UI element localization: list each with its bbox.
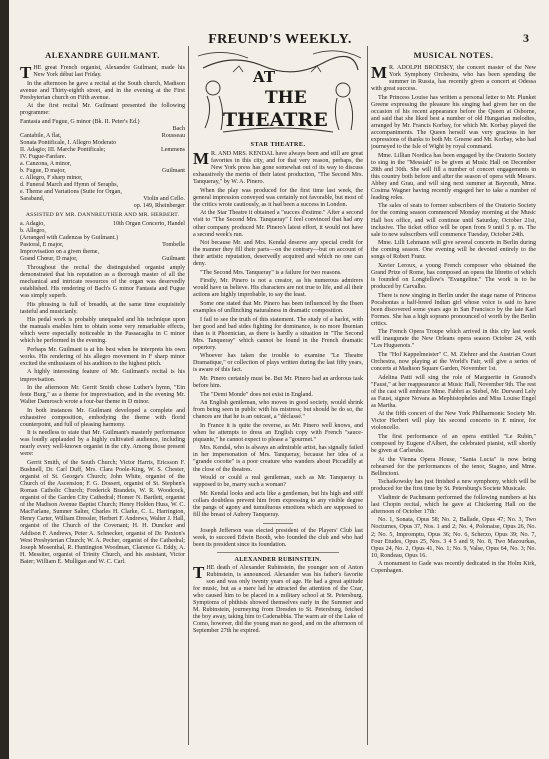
column-theatre: [193, 48, 363, 745]
article-paragraph: Mr. Pinero certainly must be. But Mr. Pinero had an ardorous task before him.: [193, 375, 363, 389]
theatre-intro: [193, 151, 363, 186]
section-heading-musical-notes: MUSICAL NOTES.: [413, 50, 494, 60]
programme-item: [20, 168, 185, 175]
logo-line-1: AT: [253, 68, 275, 86]
notes-body: [371, 95, 536, 576]
article-paragraph: In France it is quite the reverse, as Mr. Pinero well knows, and when he attempts to dress an English copy with French "sauce-piquante," he cannot expect to please a "gourmet.": [193, 422, 363, 443]
article-paragraph: Mr. Kendal looks and acts like a gentleman, but his high and stiff collars doubtless prevent him from expressing to any visible degree the pangs of agony and tumultuous emotions which are supposed to fill the breast of Aubrey Tanqueray.: [193, 490, 363, 518]
section-heading-rubinstein: ALEXANDER RUBINSTEIN.: [234, 555, 322, 563]
article-paragraph: His pedal work is probably unequaled and his technique upon the manuals enables him to obtain some very remarkable effects, which were especially noticeable in the Passacaglia in C minor which he performed in the evening.: [20, 317, 185, 345]
article-paragraph: Perhaps Mr. Guilmant is at his best when he interprets his own works. His rendering of his allegro movement in F sharp minor excited the enthusiasm of his auditors to the highest pitch.: [20, 346, 185, 367]
programme-composer: [182, 235, 185, 242]
programme-item: [20, 249, 185, 256]
intro-text: HE death of Alexander Rubinstein, the younger son of Anton Rubinstein, is announced. Alexander was his father's favorite son and was only twenty years of age. He had a great aptitude for music, but as a mere lad he attracted the attention of the Czar, who caused him to be placed in a military school at St. Petersburg. Symptoms of phthisis showed themselves early in the Summer and M. Rubinstein, journeying from Dresden to St. Petersburg, fetched the boy away, taking him to Cadenabbia. The warm air of the Lake of Como, however, did the young man no good, and on the afternoon of September 27th he expired.: [193, 565, 363, 635]
article-paragraph: A monument to Gade was recently dedicated in the Holm Kirk, Copenhagen.: [371, 561, 536, 575]
article-paragraph: Mme. Lillian Nordica has been engaged by the Oratorio Society to sing in the "Messiah" to be given at Music Hall on December 28th and 30th. She will fill a number of concert engagements in this country both before and after the season of opera with Messrs. Abbey and Grau, and will sing next summer at Bayreuth, Mme. Cosima Wagner having recently engaged her to take a number of leading roles.: [371, 152, 536, 201]
article-paragraph: The French Opera Troupe which arrived in this city last week will inaugurate the New Orleans opera season October 24, with "Les Huguenots.": [371, 329, 536, 350]
article-paragraph: Xavier Leroux, a young French composer who obtained the Grand Prize of Rome, has composed an opera the libretto of which is founded on Longfellow's "Evangeline." The work is to be produced by Carvalho.: [371, 262, 536, 290]
article-paragraph: Would or could a real gentleman, such as Mr. Tanqueray is supposed to be, marry such a woman?: [193, 475, 363, 489]
programme-item: [20, 133, 185, 140]
at-the-theatre-illustration: [193, 48, 363, 138]
column-rule-right: [367, 46, 368, 745]
programme-composer: op. 149, Rheinberger: [133, 203, 185, 210]
programme-item: [20, 228, 185, 235]
page-number: 3: [523, 31, 529, 45]
programme-item: [20, 256, 185, 263]
programme-piece: d. Funeral March and Hymn of Seraphs,: [20, 182, 119, 189]
article-paragraph: An English gentleman, who moves in good society, would shrink from being seen in public with his mistress; but should he do so, the chances are that he is an outcast, a "déclassé.": [193, 400, 363, 421]
programme-piece: Improvisation on a given theme,: [20, 248, 100, 255]
programme-composer: [182, 182, 185, 189]
programme-composer: [182, 249, 185, 256]
section-heading-guilmant: ALEXANDRE GUILMANT.: [45, 50, 160, 60]
theatre-body: [193, 188, 363, 519]
assisted-by-line: ASSISTED BY MR. DANNREUTHER AND MR. HERBERT.: [25, 212, 180, 219]
programme-composer: 10th Organ Concerto, Handel: [113, 220, 185, 227]
programme-composer: [182, 161, 185, 168]
programme-composer: [182, 175, 185, 182]
programme-piece: Saraband,: [20, 196, 45, 203]
article-paragraph: The first performance of an opera entitled "Le Rubin," composed by Eugene d'Albert, the celebrated pianist, will shortly be given at Carlsruhe.: [371, 433, 536, 454]
article-paragraph: Tschaikowsky has just finished a new symphony, which will be produced for the first time by St. Petersburg's Societe Musicale.: [371, 479, 536, 493]
programme-piece: b. Fugue, D major,: [20, 168, 66, 175]
programme-piece: a. Adagio,: [20, 220, 45, 227]
column-musical-notes: [371, 48, 536, 745]
article-paragraph: The "Demi Monde" does not exist in England.: [200, 391, 313, 398]
programme-composer: Violin and Cello.: [143, 196, 185, 203]
programme-item: [20, 203, 185, 210]
intro-text: R. AND MRS. KENDAL have always been and still are great favorites in this city, and for that very reason, perhaps, the New York press has gone somewhat out of its way to discuss exhaustively the merits of their latest production, "The Second Mrs. Tanqueray," by W. A. Pinero.: [193, 151, 363, 186]
programme-list-second: [20, 221, 185, 263]
article-paragraph: Not because Mr. and Mrs. Kendal deserve any special credit for the manner they fill their parts—on the contrary—but on account of their artistic reputation, deservedly acquired and which no one can deny.: [193, 240, 363, 268]
article-paragraph: Throughout the recital the distinguished organist amply demonstrated that his reputation as a thorough master of all the mechanical and intricate resources of the organ was deservedly established. His rendering of Bach's G minor Fantasia and Fugue was simply superb.: [20, 264, 185, 299]
programme-item: [20, 221, 185, 228]
article-paragraph: Some one stated that Mr. Pinero has been influenced by the Ibsen examples of unflinching naturalness in dramatic composition.: [193, 300, 363, 315]
programme-item: [20, 189, 185, 196]
article-paragraph: At the first recital Mr. Guilmant presented the following programme:: [20, 103, 185, 117]
article-paragraph: A highly interesting feature of Mr. Guilmant's recital is his improvisation.: [20, 369, 185, 383]
article-paragraph: The "Hof Kappelmeister" C. M. Ziehrer and the Austrian Court Orchestra, now playing at the World's Fair, will give a series of concerts at Madison Square Garden, November 1st.: [371, 351, 536, 372]
drop-cap: T: [193, 563, 205, 583]
page-binding-edge: [0, 0, 9, 759]
intro-text: HE great French organist, Alexandre Guilmant, made his New York début last Friday.: [33, 65, 185, 79]
programme-composer: [182, 189, 185, 196]
programme-piece: c. Allegro, F sharp minor,: [20, 175, 83, 182]
programme-piece: II. Adagio; III. Marche Pontificale;: [20, 147, 106, 154]
article-paragraph: In the afternoon he gave a recital at the South church, Madison avenue and Thirty-eighth street, and in the evening at the First Presbyterian church on Fifth avenue.: [20, 80, 185, 101]
rubinstein-article: [193, 565, 363, 635]
programme-piece: Grand Chœur, D major,: [20, 255, 78, 262]
article-paragraph: I fail to see the truth of this statement. The study of a harlot, with her good and bad sides fighting for dominance, is no more Ibsenian than is it Phoenician, as there is hardly a situation in "The Second Mrs. Tanqueray" which cannot be found in the French dramatic repertory.: [193, 316, 363, 351]
programme-composer: Tombelle: [162, 241, 185, 248]
programme-composer: [182, 228, 185, 235]
article-paragraph: It is needless to state that Mr. Guilmant's masterly performance was loudly applauded by a highly cultivated audience, including nearly every well-known organist in the city. Among those present were:: [20, 430, 185, 458]
article-paragraph: At the Vienna Opera House, "Santa Lucia" is now being rehearsed for the performances of the tenor, Stagno, and Mme. Bellincioni.: [371, 456, 536, 477]
programme-item: [20, 235, 185, 242]
programme-composer: Guilmant: [161, 168, 185, 175]
intro-text: R. ADOLPH BRODSKY, the concert master of the New York Symphony Orchestra, who has been spending the summer in Russia, has recently given a concert at Odessa with great success.: [371, 65, 536, 93]
drop-cap: T: [20, 63, 32, 83]
article-paragraph: Adelina Patti will sing the role of Marguerite in Gounod's "Faust," at her reappearance at Music Hall, November 9th. The rest of the cast will embrace Mme. Fabbri as Siebel, Mr. Durward Lely as Faust, signor Novara as Mephistopheles and Miss Louise Engel as Martha.: [371, 374, 536, 409]
programme-piece: (Arranged with Cadenzas by Guilmant.): [20, 234, 118, 241]
programme-composer: Rousseau: [161, 132, 185, 139]
programme-composer: [182, 154, 185, 161]
programme-piece: IV. Fugue-Fanfare.: [20, 154, 67, 161]
masthead-title: FREUND'S WEEKLY.: [208, 32, 352, 47]
programme-composer: [182, 140, 185, 147]
article-paragraph: Mme. Lilli Lehmann will give several concerts in Berlin during the coming season. One evening will be devoted entirely to the songs of Robert Franz.: [371, 240, 536, 261]
column-guilmant: [20, 48, 185, 745]
column-rule-left: [188, 46, 189, 745]
article-paragraph: The sales of seats to former subscribers of the Oratorio Society for the coming season commenced Monday morning at the Music Hall box office, and will continue until Saturday, October 21st, inclusive. The ticket office will be open from 9 until 5 p. m. The sale to new subscribers will commence Tuesday, October 24th.: [371, 203, 536, 238]
article-paragraph: In the afternoon Mr. Gerrit Smith chose Luther's hymn, "Ein feste Burg," as a theme for improvisation, and in the evening Mr. Walter Damrosch wrote a four-bar theme in D minor.: [20, 385, 185, 406]
article-paragraph: "The Second Mrs. Tanqueray" is a failure for two reasons.: [200, 269, 342, 276]
programme-item: [20, 154, 185, 161]
programme-piece: b. Allegro,: [20, 227, 46, 234]
programme-piece: Pastoral, E major,: [20, 241, 64, 248]
programme-item: [20, 196, 185, 203]
programme-piece: Cantabile, A flat,: [20, 132, 62, 139]
article-paragraph: In both instances Mr. Guilmant developed a complete and exhaustive composition, embodying the theme with florid counterpoint, and full of pleasing harmony.: [20, 407, 185, 428]
programme-piece: e. Theme and Variations (Suite for Organ,: [20, 189, 122, 196]
logo-line-2: THE: [265, 88, 307, 108]
programme-item: [20, 126, 185, 133]
article-paragraph: The Princess Louise has written a personal letter to Mr. Plunket Greene expressing the pleasure his singing had given her on the occasion of his recent appearance before the Queen at Osborne, and said that she liked best a number of old Hungarian melodies, arranged by Mr. Francis Korbay, for which Mr. Korbay played the accompaniments. The Queen herself was very gracious in her expressions of thanks to both Mr. Greene and Mr. Korbay, who had journeyed to the Isle of Wight by royal command.: [371, 94, 536, 151]
programme-composer: Guilmant: [161, 255, 185, 262]
jefferson-note: Joseph Jefferson was elected president of the Players' Club last week, to succeed Edwin Booth, who founded the club and who had been its president since its foundation.: [193, 527, 363, 548]
article-paragraph: No. 1, Sonata, Opus 58; No. 2, Ballade, Opus 47; No. 3, Two Nocturnes, Opus 37, Nos. 1 and 2; No. 4, Polonaise, Opus 26, No. 2; No. 5, Impromptu, Opus 36; No. 6, Scherzo, Opus 39; No. 7, Four Etudes, Opus 25, Nos. 3 4 5 and 9; No. 8, Two Mazourkas, Opus 24, No. 2, Opus 41, No. 1; No. 9, Valse, Opus 64, No. 3; No. 10, Rondeau, Opus 16.: [371, 517, 536, 559]
programme-composer: Lemmens: [160, 147, 185, 154]
programme-list: [20, 119, 185, 211]
programme-piece: a. Canzona, A minor,: [20, 161, 72, 168]
programme-composer: [182, 119, 185, 126]
divider: [217, 552, 339, 553]
programme-item: [20, 161, 185, 168]
article-paragraph: His phrasing is full of breadth, at the same time exquisitely tasteful and musicianly.: [20, 301, 185, 315]
article-paragraph: Whoever has taken the trouble to examine "Le Theatre Dramatique," or collection of plays written during the last fifty years, is aware of this fact.: [193, 353, 363, 374]
drop-cap: M: [193, 149, 210, 169]
article-paragraph: At the fifth concert of the New York Philharmonic Society Mr. Victor Herbert will play his second concerto in E minor, for violoncello.: [371, 411, 536, 432]
article-paragraph: Mrs. Kendal, who is always an admirable artist, has signally failed in her impersonation of Mrs. Tanqueray, because her idea of a "grande cocotte" is a poor creature who wanders about Piccadilly at the close of the theatres.: [193, 445, 363, 473]
article-paragraph: Firstly, Mr. Pinero is not a creator, as his numerous admirers would have us believe. His characters are not true to life, and all their actions are highly improbable, to say the least.: [193, 278, 363, 299]
programme-piece: Sonata Pontificale, I. Allegro Moderato: [20, 140, 117, 147]
programme-item: [20, 140, 185, 147]
logo-line-3: THEATRE: [223, 109, 328, 131]
article-paragraph: When the play was produced for the first time last week, the general impression conveyed was certainly not favorable, but most of the critics wrote cautiously, as it had been a success in London.: [193, 187, 363, 208]
notes-intro: [371, 65, 536, 93]
article-paragraph: At the Star Theatre it obtained a "succes d'estime." After a second visit to "The Second Mrs. Tanqueray" I feel convinced that had any other company produced Mr. Pinero's latest effort, it would not have a second week's run.: [193, 210, 363, 238]
programme-item: [20, 119, 185, 126]
guilmant-body: [20, 265, 185, 566]
guilmant-intro: [20, 63, 185, 83]
article-paragraph: Vladimir de Pachmann performed the following numbers at his last Chopin recital, which he gave at Chickering Hall on the afternoon of October 17th:: [371, 494, 536, 515]
article-paragraph: Gerrit Smith, of the South Church; Victor Harris, Ericsson F. Bushnell, Dr. Carl Duff, Mrs. Clara Poole-King, W. S. Chester, organist of St. George's Church; John White, organist of the Church of the Ascension; F. G. Dossert, organist of St. Stephen's Roman Catholic Church; Frederick Brandeis, W. R. Woodcock, organist of the Garden City Cathedral; Homer N. Bartlett, organist of the Madison Avenue Baptist Church; Henry Holden Huss, W. C. MacFarlane, Sumner Salter, Charles H. Clarke, C. L. Harrington, Henry Carter, William Dressler, Herbert F. Andrews, Walter J. Hall, organist of the Church of the Covenant; H. H. Duncker and Addison F. Andrews, Peter A. Schnecker, organist of Dr. Paxton's West Presbyterian Church; W. A. Pecher, organist of the Cathedral; Joseph Mosenthal, R. Huntington Woodman, Clarence G. Eddy, A. H. Messiter, organist of Trinity Church, and his assistant, Victor Baier; William E. Mulligan and W. C. Carl.: [20, 460, 185, 565]
section-heading-star-theatre: STAR THEATRE.: [250, 141, 306, 148]
divider: [263, 523, 293, 524]
drop-cap: M: [371, 63, 388, 83]
programme-item: [20, 242, 185, 249]
programme-piece: Fantasia and Fugue, G minor (Bk. II. Peter's Ed.): [20, 118, 140, 125]
programme-composer: Bach: [172, 125, 185, 132]
article-paragraph: There is now singing in Berlin under the stage name of Princess Pocahontas a half-breed Indian girl whose voice is said to have been discovered some years ago in San Francisco by the late Karl Formes. She has a high soprano pronounced of worth by the Berlin critics.: [371, 292, 536, 327]
